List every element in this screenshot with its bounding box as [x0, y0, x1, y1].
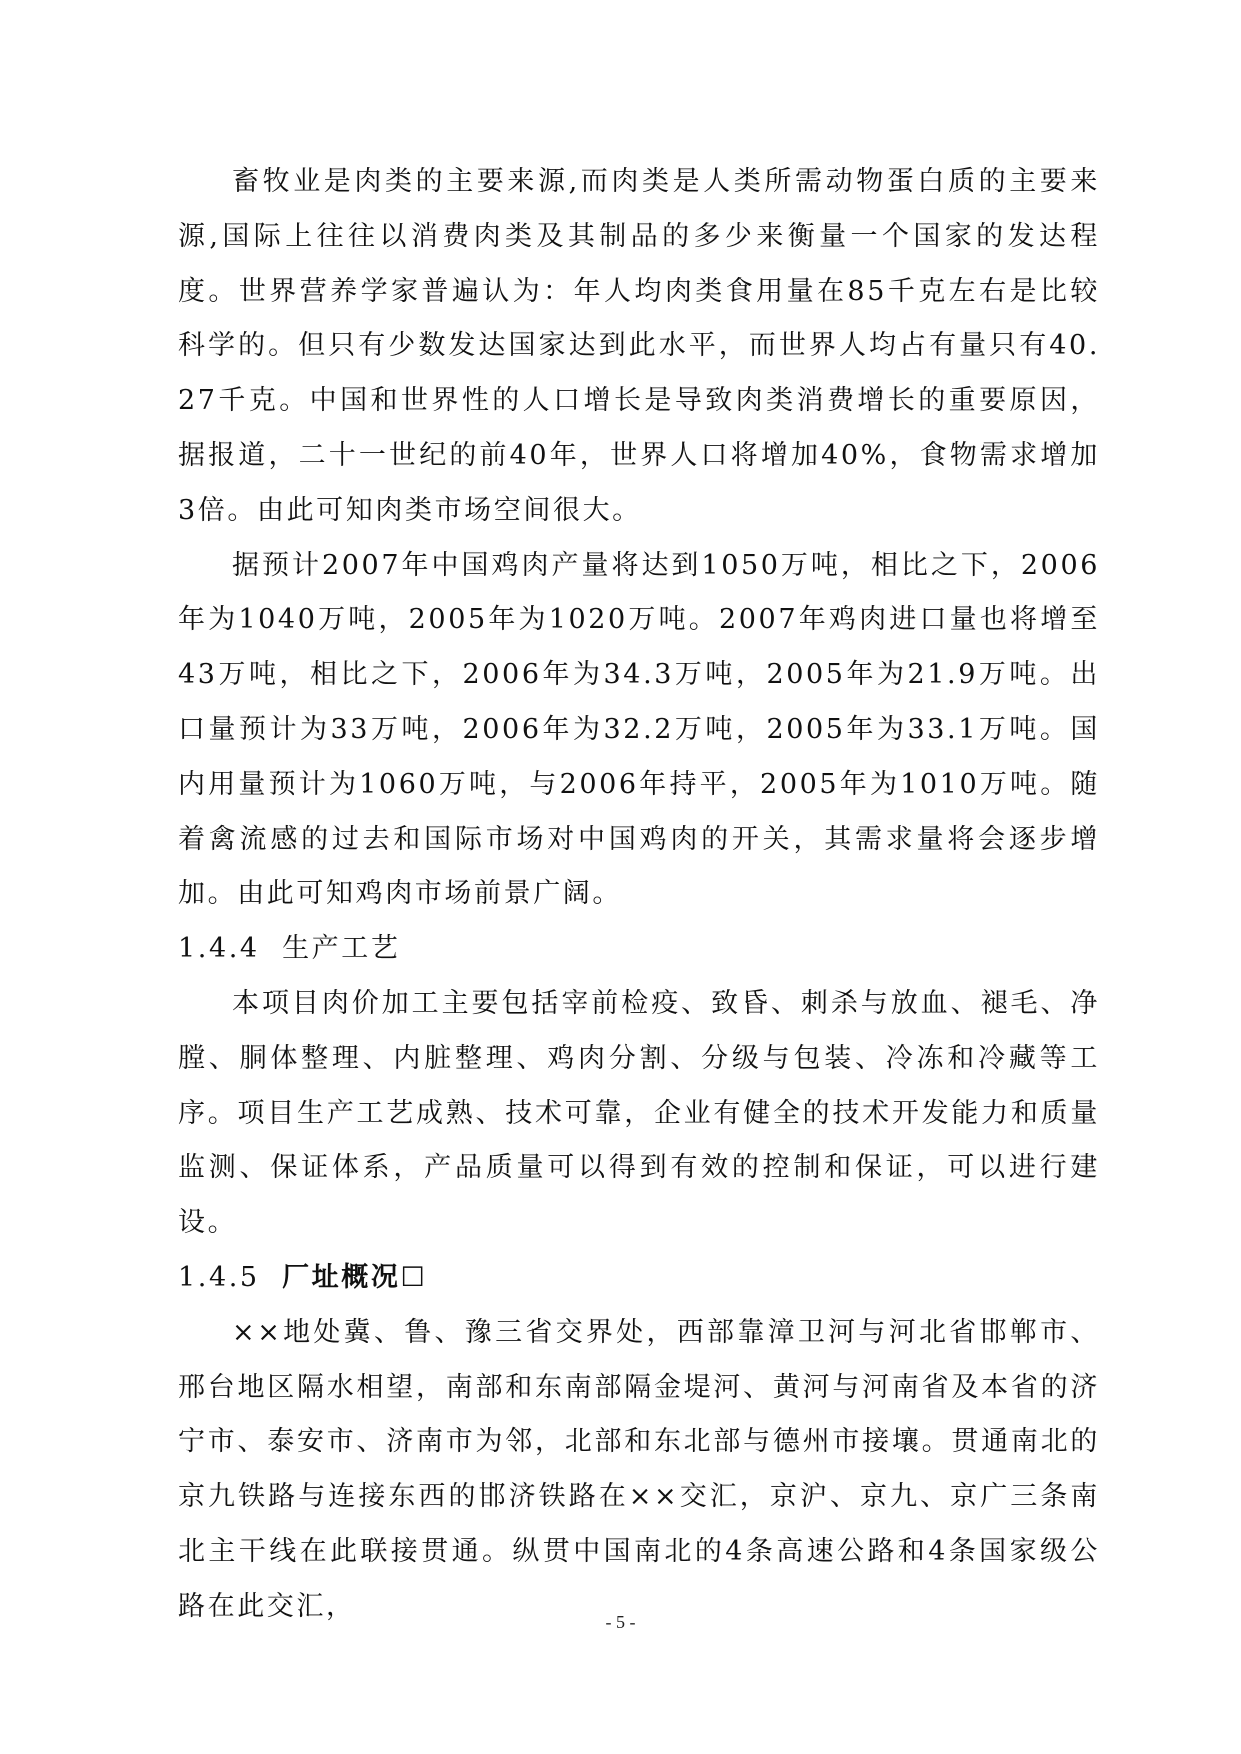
section-title: 厂址概况☐ [282, 1261, 428, 1293]
page-number: - 5 - [605, 1612, 636, 1632]
paragraph-chicken-forecast: 据预计2007年中国鸡肉产量将达到1050万吨，相比之下，2006年为1040万吨，2005年为1020万吨。2007年鸡肉进口量也将增至43万吨，相比之下，2006年为34.3万吨，2005年为21.9万吨。出口量预计为33万吨，2006年为32.2万吨，2005年为33.1万吨。国内用量预计为1060万吨，与2006年持平，2005年为1010万吨。随着禽流感的过去和国际市场对中国鸡肉的开关，其需求量将会逐步增加。由此可知鸡肉市场前景广阔。 [178, 549, 1100, 910]
section-number: 1.4.5 [178, 1261, 260, 1293]
paragraph-site-location: ××地处冀、鲁、豫三省交界处，西部靠漳卫河与河北省邯郸市、邢台地区隔水相望，南部和东南部隔金堤河、黄河与河南省及本省的济宁市、泰安市、济南市为邻，北部和东北部与德州市接壤。贯通南北的京九铁路与连接东西的邯济铁路在××交汇，京沪、京九、京广三条南北主干线在此联接贯通。纵贯中国南北的4条高速公路和4条国家级公路在此交汇， [178, 1316, 1100, 1622]
section-title: 生产工艺 [282, 933, 401, 965]
section-heading-site-overview [178, 1251, 1100, 1306]
paragraph-process-description: 本项目肉价加工主要包括宰前检疫、致昏、刺杀与放血、褪毛、净膛、胴体整理、内脏整理、鸡肉分割、分级与包装、冷冻和冷藏等工序。项目生产工艺成熟、技术可靠，企业有健全的技术开发能力和质量监测、保证体系，产品质量可以得到有效的控制和保证，可以进行建设。 [178, 987, 1100, 1239]
page-body [178, 155, 1100, 1635]
paragraph-meat-demand: 畜牧业是肉类的主要来源,而肉类是人类所需动物蛋白质的主要来源,国际上往往以消费肉类及其制品的多少来衡量一个国家的发达程度。世界营养学家普遍认为：年人均肉类食用量在85千克左右是比较科学的。但只有少数发达国家达到此水平，而世界人均占有量只有40.27千克。中国和世界性的人口增长是导致肉类消费增长的重要原因，据报道，二十一世纪的前40年，世界人口将增加40%，食物需求增加3倍。由此可知肉类市场空间很大。 [178, 166, 1100, 526]
section-number: 1.4.4 [178, 933, 260, 965]
section-heading-production-process [178, 922, 1100, 977]
